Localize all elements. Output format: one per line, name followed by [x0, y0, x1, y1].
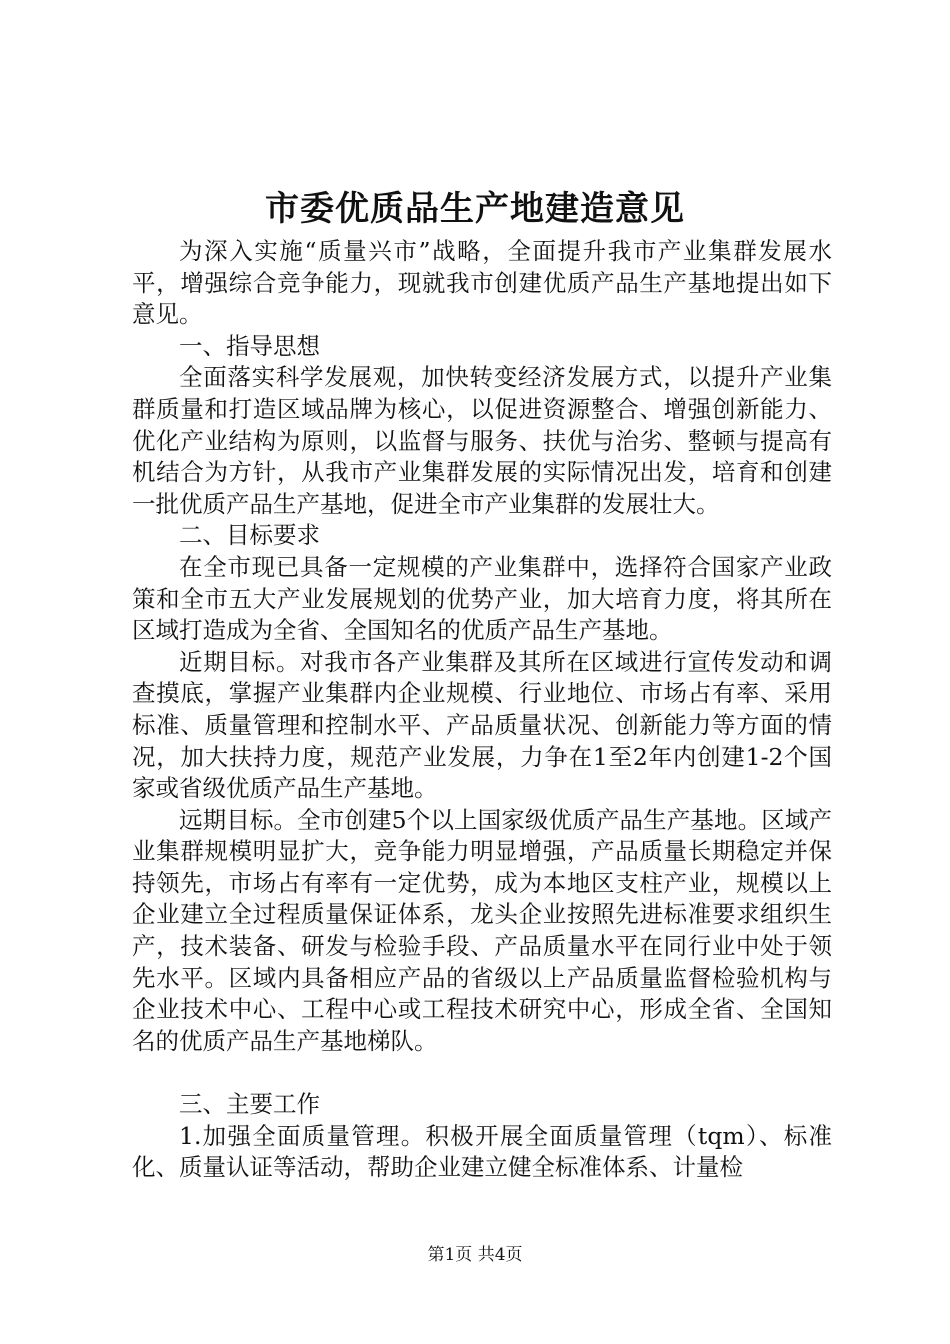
blank-line	[132, 1057, 832, 1089]
paragraph-long-term-goal: 远期目标。全市创建5个以上国家级优质产品生产基地。区域产业集群规模明显扩大，竞争能力明显增强，产品质量长期稳定并保持领先，市场占有率有一定优势，成为本地区支柱产业，规模以上企业建立全过程质量保证体系，龙头企业按照先进标准要求组织生产，技术装备、研发与检验手段、产品质量水平在同行业中处于领先水平。区域内具备相应产品的省级以上产品质量监督检验机构与企业技术中心、工程中心或工程技术研究中心，形成全省、全国知名的优质产品生产基地梯队。	[132, 805, 832, 1055]
paragraph-goals: 在全市现已具备一定规模的产业集群中，选择符合国家产业政策和全市五大产业发展规划的优势产业，加大培育力度，将其所在区域打造成为全省、全国知名的优质产品生产基地。	[132, 552, 832, 645]
document-title: 市委优质品生产地建造意见	[265, 189, 685, 229]
section-heading-main-work: 三、主要工作	[179, 1090, 320, 1119]
paragraph-guiding-ideology: 全面落实科学发展观，加快转变经济发展方式，以提升产业集群质量和打造区域品牌为核心，以促进资源整合、增强创新能力、优化产业结构为原则，以监督与服务、扶优与治劣、整顿与提高有机结合为方针，从我市产业集群发展的实际情况出发，培育和创建一批优质产品生产基地，促进全市产业集群的发展壮大。	[132, 363, 832, 518]
paragraph-short-term-goal: 近期目标。对我市各产业集群及其所在区域进行宣传发动和调查摸底，掌握产业集群内企业规模、行业地位、市场占有率、采用标准、质量管理和控制水平、产品质量状况、创新能力等方面的情况，加大扶持力度，规范产业发展，力争在1至2年内创建1-2个国家或省级优质产品生产基地。	[132, 647, 832, 803]
page-footer: 第1页 共4页	[427, 1245, 523, 1265]
paragraph-intro: 为深入实施“质量兴市”战略，全面提升我市产业集群发展水平，增强综合竞争能力，现就我市创建优质产品生产基地提出如下意见。	[132, 237, 832, 329]
section-heading-guiding-ideology: 一、指导思想	[179, 331, 320, 360]
document-body	[132, 236, 832, 1184]
paragraph-quality-management: 1.加强全面质量管理。积极开展全面质量管理（tqm）、标准化、质量认证等活动，帮助企业建立健全标准体系、计量检	[132, 1121, 832, 1182]
section-heading-goals: 二、目标要求	[179, 521, 320, 550]
